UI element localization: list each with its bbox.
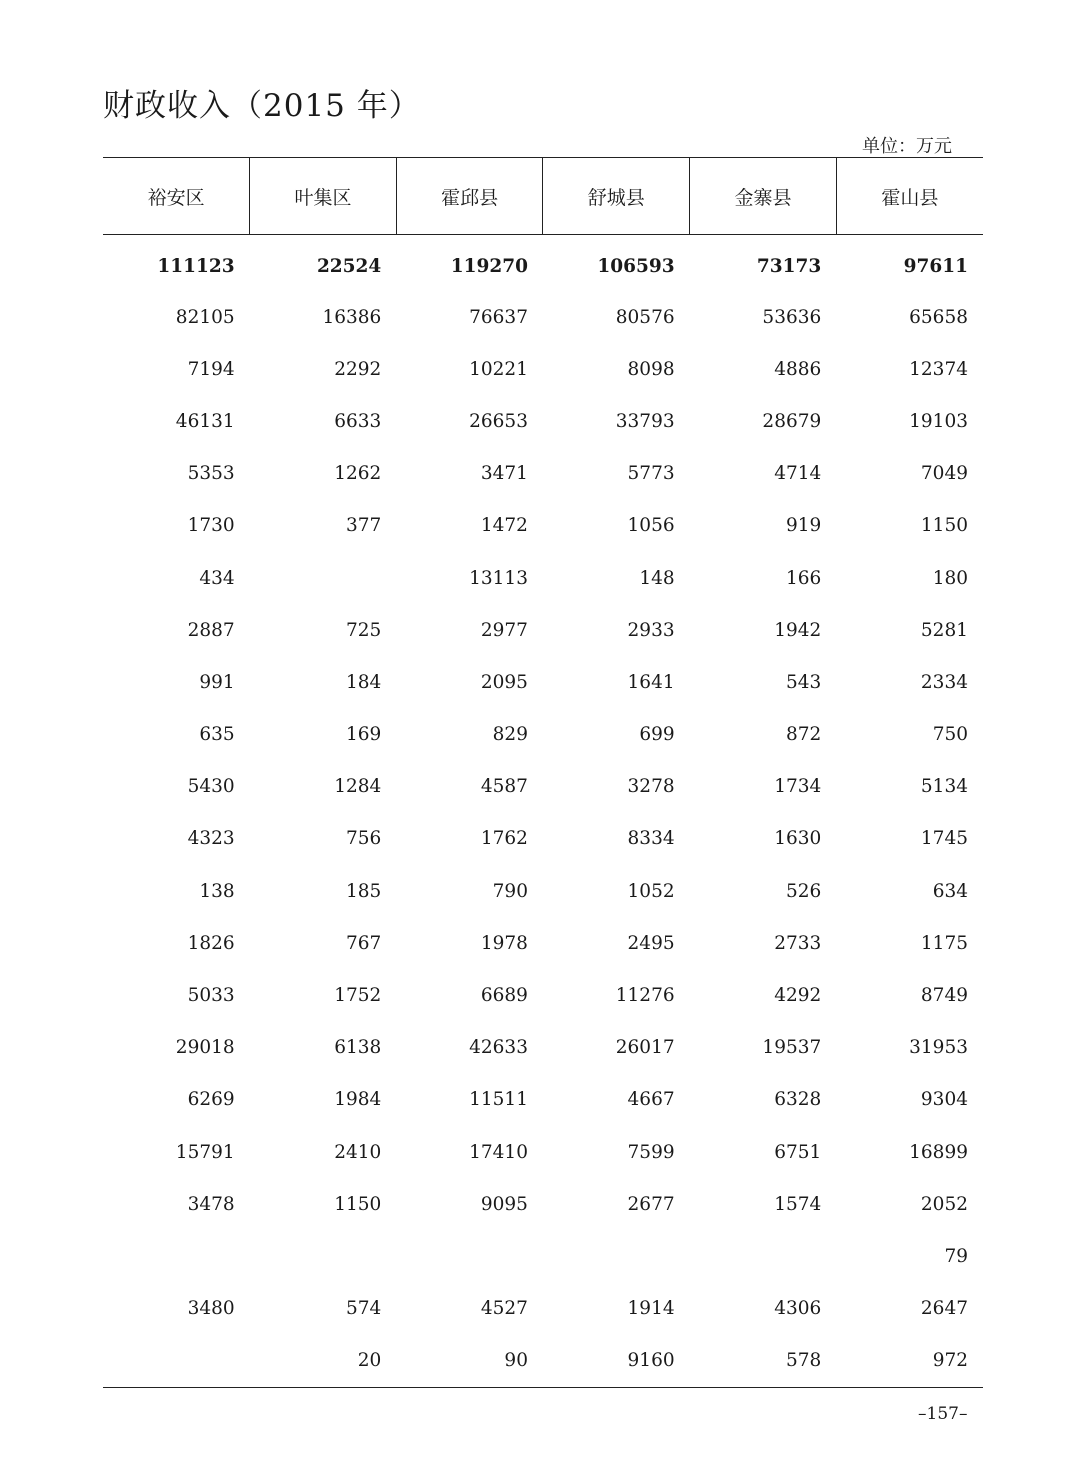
table-cell: 2095 <box>480 671 528 693</box>
table-cell <box>250 1230 397 1282</box>
table-row <box>103 448 983 500</box>
table-cell: 5281 <box>920 619 968 641</box>
table-row <box>103 604 983 656</box>
table-cell: 2334 <box>920 671 968 693</box>
column-header-huoshan-county: 霍山县 <box>836 158 983 235</box>
table-cell: 1914 <box>627 1298 675 1320</box>
table-cell: 33793 <box>615 410 675 432</box>
table-cell: 9160 <box>627 1350 675 1372</box>
table-cell: 3480 <box>187 1298 235 1320</box>
table-row <box>103 1283 983 1335</box>
table-cell: 28679 <box>762 410 822 432</box>
table-cell: 1175 <box>920 932 968 954</box>
table-row <box>103 343 983 395</box>
table-cell: 972 <box>932 1350 968 1372</box>
table-cell: 10221 <box>469 358 528 380</box>
table-cell: 9095 <box>480 1193 528 1215</box>
table-cell: 991 <box>199 671 235 693</box>
column-header-shucheng-county: 舒城县 <box>543 158 690 235</box>
table-cell: 1730 <box>187 515 235 537</box>
table-row <box>103 500 983 552</box>
table-cell: 138 <box>199 880 235 902</box>
table-cell: 2977 <box>480 619 528 641</box>
table-cell: 1826 <box>187 932 235 954</box>
table-cell <box>250 552 397 604</box>
table-cell: 19103 <box>909 410 968 432</box>
table-row <box>103 1022 983 1074</box>
table-cell: 8334 <box>627 828 675 850</box>
table-cell: 574 <box>346 1298 382 1320</box>
table-cell: 872 <box>785 724 822 746</box>
table-cell: 16386 <box>322 306 382 328</box>
table-cell: 31953 <box>909 1037 968 1059</box>
table-cell: 185 <box>346 880 382 902</box>
table-cell: 6269 <box>187 1089 235 1111</box>
table-body <box>103 235 983 1388</box>
table-row <box>103 813 983 865</box>
table-cell: 80576 <box>615 306 675 328</box>
table-cell <box>103 1230 250 1282</box>
table-cell: 4886 <box>774 358 822 380</box>
table-row <box>103 761 983 813</box>
table-cell: 65658 <box>909 306 968 328</box>
table-cell <box>543 1230 690 1282</box>
table-cell: 750 <box>932 724 968 746</box>
table-row <box>103 656 983 708</box>
table-cell: 106593 <box>597 255 675 277</box>
table-cell: 3471 <box>480 463 528 485</box>
table-row <box>103 709 983 761</box>
table-cell: 9304 <box>920 1089 968 1111</box>
table-cell: 1150 <box>334 1193 382 1215</box>
table-cell: 90 <box>504 1350 528 1372</box>
table-cell: 8098 <box>627 358 675 380</box>
table-cell: 82105 <box>175 306 235 328</box>
table-cell: 1150 <box>920 515 968 537</box>
table-row <box>103 969 983 1021</box>
table-cell: 2495 <box>627 932 675 954</box>
table-cell: 2052 <box>920 1193 968 1215</box>
table-row <box>103 1335 983 1388</box>
table-cell: 1574 <box>774 1193 822 1215</box>
table-cell: 1056 <box>627 515 675 537</box>
table-cell <box>396 1230 543 1282</box>
table-row <box>103 1230 983 1282</box>
page-number: –157– <box>918 1404 968 1424</box>
table-cell: 526 <box>785 880 822 902</box>
table-cell: 4306 <box>774 1298 822 1320</box>
table-cell: 4714 <box>774 463 822 485</box>
table-cell: 1630 <box>774 828 822 850</box>
table-cell: 2647 <box>920 1298 968 1320</box>
table-cell: 5134 <box>920 776 968 798</box>
table-cell: 5033 <box>187 985 235 1007</box>
table-cell: 1762 <box>480 828 528 850</box>
column-header-huoqiu-county: 霍邱县 <box>396 158 543 235</box>
header-row <box>103 158 983 235</box>
table-row <box>103 291 983 343</box>
fiscal-revenue-table <box>103 157 983 1388</box>
table-cell: 76637 <box>469 306 528 328</box>
table-cell: 119270 <box>450 255 528 277</box>
table-cell: 434 <box>199 567 235 589</box>
table-cell: 1978 <box>480 932 528 954</box>
table-cell: 1942 <box>774 619 822 641</box>
table-cell: 2887 <box>187 619 235 641</box>
table-cell: 829 <box>492 724 528 746</box>
table-cell: 3278 <box>627 776 675 798</box>
table-cell: 29018 <box>175 1037 235 1059</box>
unit-label: 单位：万元 <box>862 136 952 157</box>
table-cell: 79 <box>944 1245 968 1267</box>
table-cell: 180 <box>932 567 968 589</box>
table-row <box>103 1074 983 1126</box>
table-cell: 7599 <box>627 1141 675 1163</box>
table-cell: 4292 <box>774 985 822 1007</box>
column-header-jinzhai-county: 金寨县 <box>690 158 837 235</box>
table-cell: 20 <box>357 1350 382 1372</box>
table-cell: 6328 <box>774 1089 822 1111</box>
table-cell: 699 <box>639 724 675 746</box>
table-cell: 11511 <box>469 1089 528 1111</box>
table-cell: 5353 <box>187 463 235 485</box>
table-cell: 46131 <box>175 410 235 432</box>
table-cell: 97611 <box>903 255 968 277</box>
table-cell: 2292 <box>334 358 382 380</box>
table-cell: 42633 <box>469 1037 528 1059</box>
table-cell: 1052 <box>627 880 675 902</box>
table-row <box>103 552 983 604</box>
table-cell: 22524 <box>316 255 382 277</box>
table-cell: 2410 <box>334 1141 382 1163</box>
table-cell: 8749 <box>920 985 968 1007</box>
table-cell: 2733 <box>774 932 822 954</box>
table-cell <box>690 1230 837 1282</box>
table-cell: 2933 <box>627 619 675 641</box>
table-cell: 1472 <box>480 515 528 537</box>
table-cell: 148 <box>639 567 675 589</box>
table-cell: 16899 <box>909 1141 968 1163</box>
table-cell: 635 <box>199 724 235 746</box>
table-row <box>103 1126 983 1178</box>
table-cell: 790 <box>492 880 528 902</box>
table-cell: 5773 <box>627 463 675 485</box>
column-header-yuan-district: 裕安区 <box>103 158 250 235</box>
table-cell: 1752 <box>334 985 382 1007</box>
table-cell: 19537 <box>762 1037 822 1059</box>
table-cell: 1984 <box>334 1089 382 1111</box>
table-cell: 4587 <box>480 776 528 798</box>
table-cell: 543 <box>785 671 822 693</box>
table-cell: 4667 <box>627 1089 675 1111</box>
table-cell: 634 <box>932 880 968 902</box>
table-cell <box>103 1335 250 1388</box>
table-cell: 169 <box>346 724 382 746</box>
table-cell: 7049 <box>920 463 968 485</box>
table-cell: 767 <box>346 932 382 954</box>
table-cell: 12374 <box>909 358 968 380</box>
table-cell: 578 <box>785 1350 822 1372</box>
table-cell: 2677 <box>627 1193 675 1215</box>
table-cell: 6138 <box>334 1037 382 1059</box>
table-cell: 5430 <box>187 776 235 798</box>
table-cell: 3478 <box>187 1193 235 1215</box>
table-cell: 4323 <box>187 828 235 850</box>
table-row <box>103 917 983 969</box>
table-cell: 725 <box>346 619 382 641</box>
table-row <box>103 865 983 917</box>
table-cell: 1284 <box>334 776 382 798</box>
table-cell: 1734 <box>774 776 822 798</box>
table-row <box>103 395 983 447</box>
table-cell: 13113 <box>469 567 528 589</box>
table-cell: 6689 <box>480 985 528 1007</box>
table-cell: 6633 <box>334 410 382 432</box>
table-cell: 756 <box>346 828 382 850</box>
table-cell: 111123 <box>157 255 235 277</box>
table-cell: 919 <box>785 515 822 537</box>
table-cell: 1641 <box>627 671 675 693</box>
table-cell: 53636 <box>762 306 822 328</box>
table-cell: 73173 <box>756 255 822 277</box>
table-cell: 26017 <box>615 1037 675 1059</box>
table-cell: 11276 <box>615 985 675 1007</box>
table-cell: 1745 <box>920 828 968 850</box>
table-cell: 166 <box>785 567 822 589</box>
table-cell: 377 <box>346 515 382 537</box>
table-row <box>103 1178 983 1230</box>
table-cell: 17410 <box>469 1141 528 1163</box>
total-row <box>103 235 983 292</box>
table-cell: 1262 <box>334 463 382 485</box>
page-title: 财政收入（2015 年） <box>103 88 421 124</box>
table-cell: 6751 <box>774 1141 822 1163</box>
table-cell: 15791 <box>175 1141 235 1163</box>
table-cell: 26653 <box>469 410 528 432</box>
table-cell: 184 <box>346 671 382 693</box>
table-cell: 7194 <box>187 358 235 380</box>
column-header-yeji-district: 叶集区 <box>250 158 397 235</box>
table-cell: 4527 <box>480 1298 528 1320</box>
